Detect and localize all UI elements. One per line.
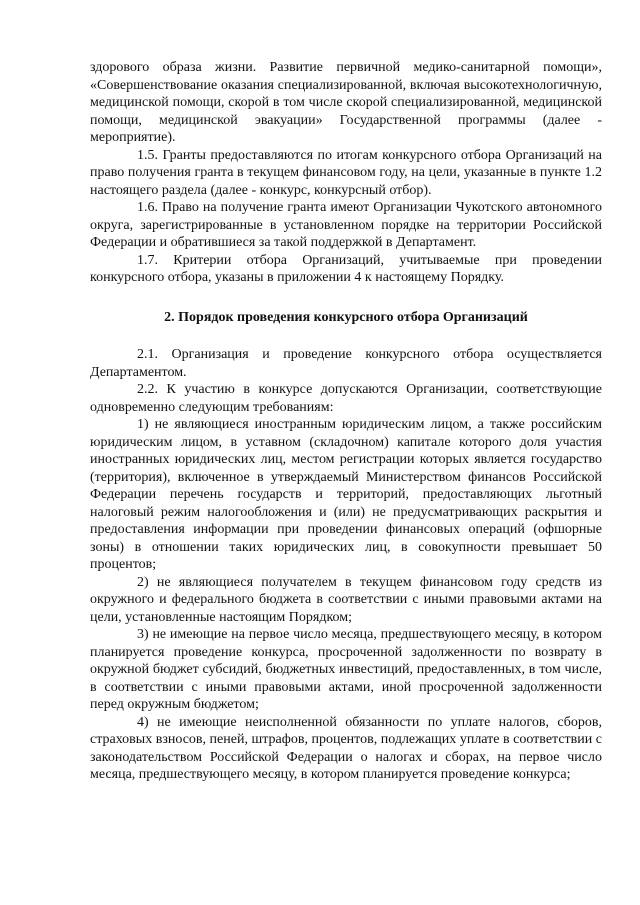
section-heading: 2. Порядок проведения конкурсного отбора Организаций xyxy=(164,309,528,325)
requirement-item-2: 2) не являющиеся получателем в текущем финансовом году средств из окружного и федерального бюджета в соответствии с иными правовыми актами на цели, установленные настоящим Порядком; xyxy=(90,574,602,625)
paragraph-2-2: 2.2. К участию в конкурсе допускаются Организации, соответствующие одновременно следующим требованиям: xyxy=(90,382,602,415)
paragraph-1-5: 1.5. Гранты предоставляются по итогам конкурсного отбора Организаций на право получения гранта в текущем финансовом году, на цели, указанные в пункте 1.2 настоящего раздела (далее - конкурс, конкурсный отбор). xyxy=(90,147,602,198)
paragraph-2-1: 2.1. Организация и проведение конкурсного отбора осуществляется Департаментом. xyxy=(90,347,602,380)
paragraph-1-7: 1.7. Критерии отбора Организаций, учитываемые при проведении конкурсного отбора, указаны в приложении 4 к настоящему Порядку. xyxy=(90,252,602,285)
requirement-item-3: 3) не имеющие на первое число месяца, предшествующего месяцу, в котором планируется проведение конкурса, просроченной задолженности по возврату в окружной бюджет субсидий, бюджетных инвестиций, предоставленных, в том числе, в соответствии с иными правовыми актами, иной просроченной задолженности перед окружным бюджетом; xyxy=(90,627,602,712)
document-body xyxy=(90,59,602,784)
requirement-item-4: 4) не имеющие неисполненной обязанности по уплате налогов, сборов, страховых взносов, пеней, штрафов, процентов, подлежащих уплате в соответствии с законодательством Российской Федерации о налогах и сборах, на первое число месяца, предшествующего месяцу, в котором планируется проведение конкурса; xyxy=(90,714,602,782)
paragraph-1-6: 1.6. Право на получение гранта имеют Организации Чукотского автономного округа, зарегистрированные в установленном порядке на территории Российской Федерации и обратившиеся за такой поддержкой в Департамент. xyxy=(90,200,602,250)
requirement-item-1: 1) не являющиеся иностранным юридическим лицом, а также российским юридическим лицом, в уставном (складочном) капитале которого доля участия иностранных юридических лиц, местом регистрации которых является государство (территория), включенное в утверждаемый Министерством финансов Российской Федерации перечень государств и территорий, предоставляющих льготный налоговый режим налогообложения и (или) не предусматривающих раскрытия и предоставления информации при проведении финансовых операций (офшорные зоны) в отношении таких юридических лиц, в совокупности превышает 50 процентов; xyxy=(90,417,602,572)
paragraph-continuation: здорового образа жизни. Развитие первичной медико-санитарной помощи», «Совершенствование оказания специализированной, включая высокотехнологичную, медицинской помощи, скорой в том числе скорой специализированной, медицинской помощи, медицинской эвакуации» Государственной программы (далее - мероприятие). xyxy=(90,60,602,145)
